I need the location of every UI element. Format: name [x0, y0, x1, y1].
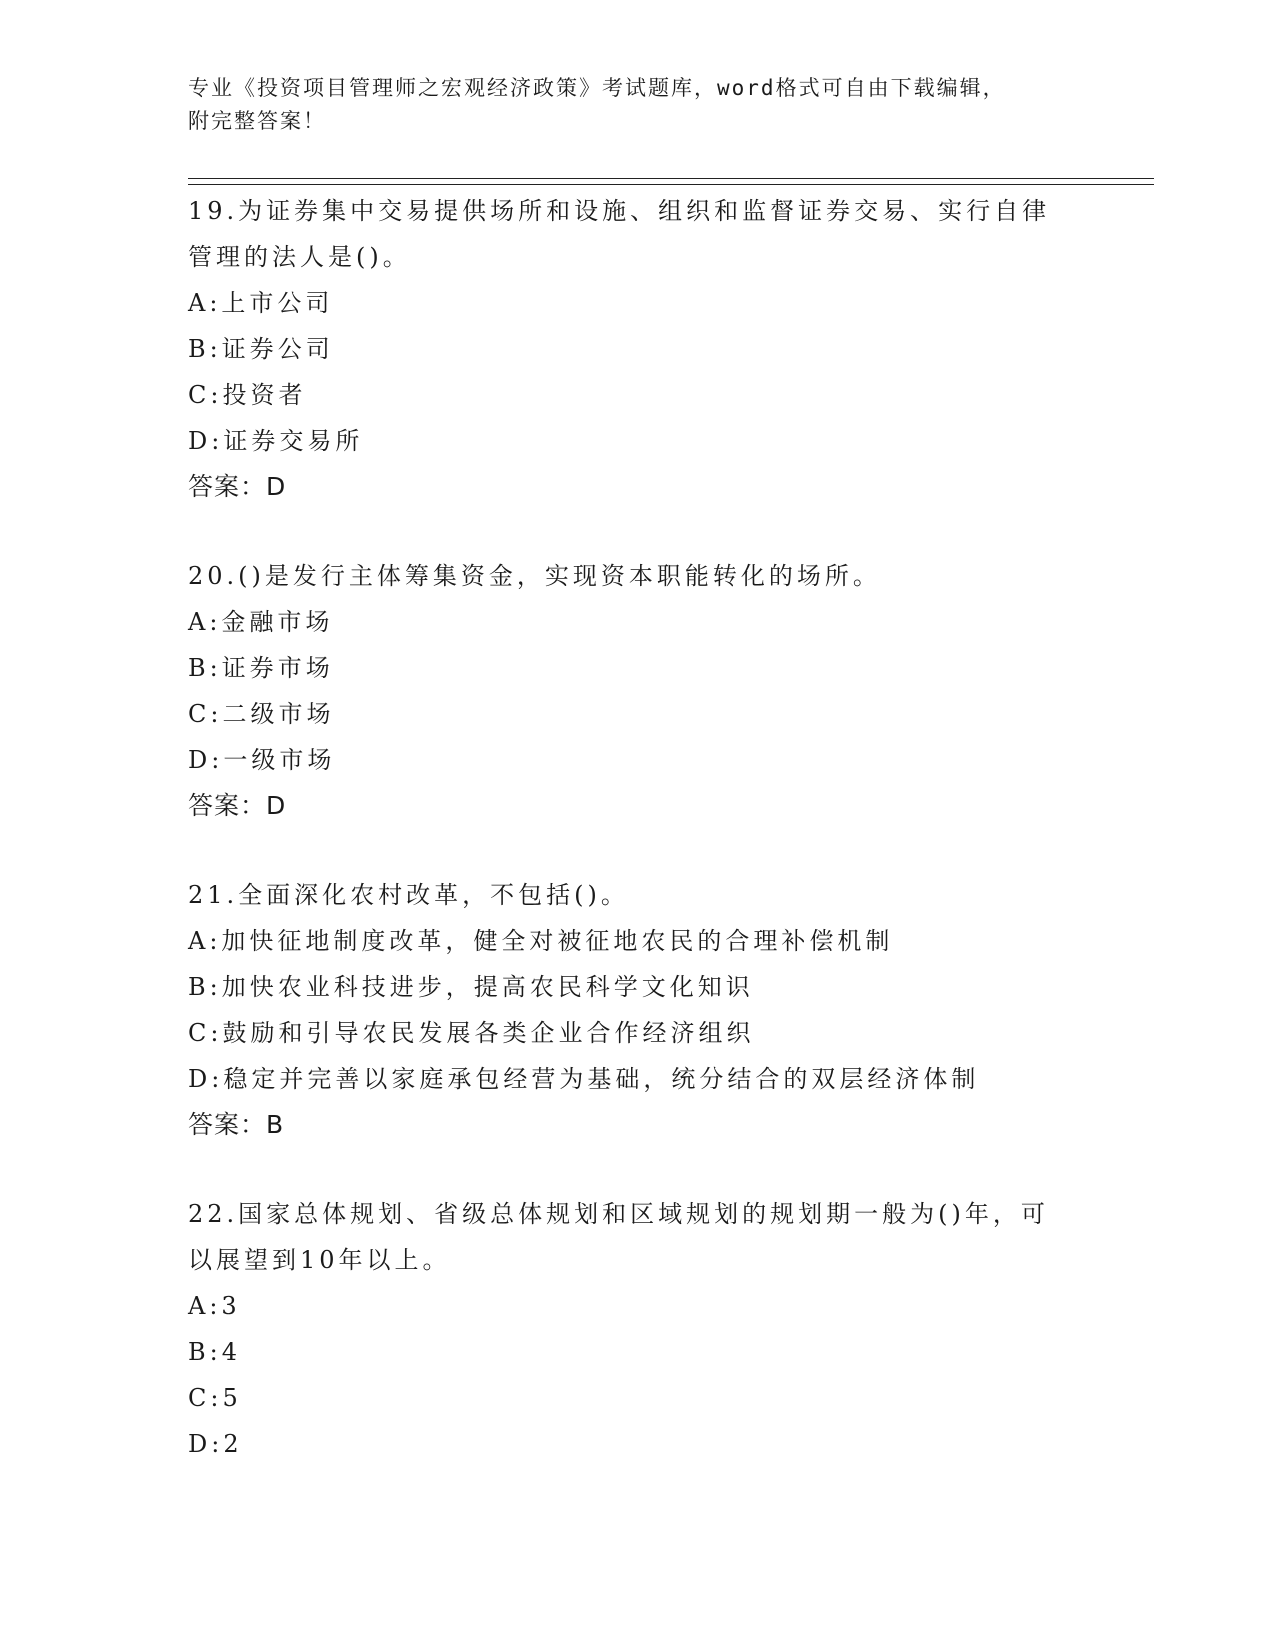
- question-22: [188, 1191, 1088, 1467]
- option-b: B:证券公司: [188, 335, 334, 363]
- answer-text: 答案：D: [188, 791, 287, 820]
- option-b: B:4: [188, 1338, 241, 1366]
- option-d: D:证券交易所: [188, 427, 364, 455]
- option-b: B:证券市场: [188, 654, 334, 682]
- option-c: C:5: [188, 1384, 242, 1412]
- option-a: A:3: [188, 1292, 241, 1320]
- question-stem: 21.全面深化农村改革，不包括()。: [188, 881, 629, 909]
- question-stem: 22.国家总体规划、省级总体规划和区域规划的规划期一般为()年，可: [188, 1200, 1049, 1228]
- question-19: [188, 188, 1088, 510]
- question-21: [188, 872, 1088, 1148]
- option-c: C:二级市场: [188, 700, 335, 728]
- option-d: D:一级市场: [188, 746, 336, 774]
- header-line-2: 附完整答案！: [188, 109, 326, 133]
- option-a: A:金融市场: [188, 608, 334, 636]
- option-d: D:2: [188, 1430, 243, 1458]
- question-stem: 以展望到10年以上。: [188, 1246, 451, 1274]
- question-stem: 19.为证券集中交易提供场所和设施、组织和监督证券交易、实行自律: [188, 197, 1051, 225]
- document-header: [188, 72, 1068, 138]
- option-a: A:上市公司: [188, 289, 334, 317]
- option-c: C:鼓励和引导农民发展各类企业合作经济组织: [188, 1019, 755, 1047]
- header-line-1: 专业《投资项目管理师之宏观经济政策》考试题库，word格式可自由下载编辑，: [188, 76, 1006, 100]
- answer-text: 答案：B: [188, 1110, 285, 1139]
- question-20: [188, 553, 1088, 829]
- question-stem: 20.()是发行主体筹集资金，实现资本职能转化的场所。: [188, 562, 881, 590]
- header-divider-top: [188, 178, 1154, 179]
- option-d: D:稳定并完善以家庭承包经营为基础，统分结合的双层经济体制: [188, 1065, 980, 1093]
- header-divider-bottom: [188, 184, 1154, 185]
- answer-text: 答案：D: [188, 472, 287, 501]
- option-c: C:投资者: [188, 381, 307, 409]
- option-a: A:加快征地制度改革，健全对被征地农民的合理补偿机制: [188, 927, 894, 955]
- option-b: B:加快农业科技进步，提高农民科学文化知识: [188, 973, 754, 1001]
- question-stem: 管理的法人是()。: [188, 243, 411, 271]
